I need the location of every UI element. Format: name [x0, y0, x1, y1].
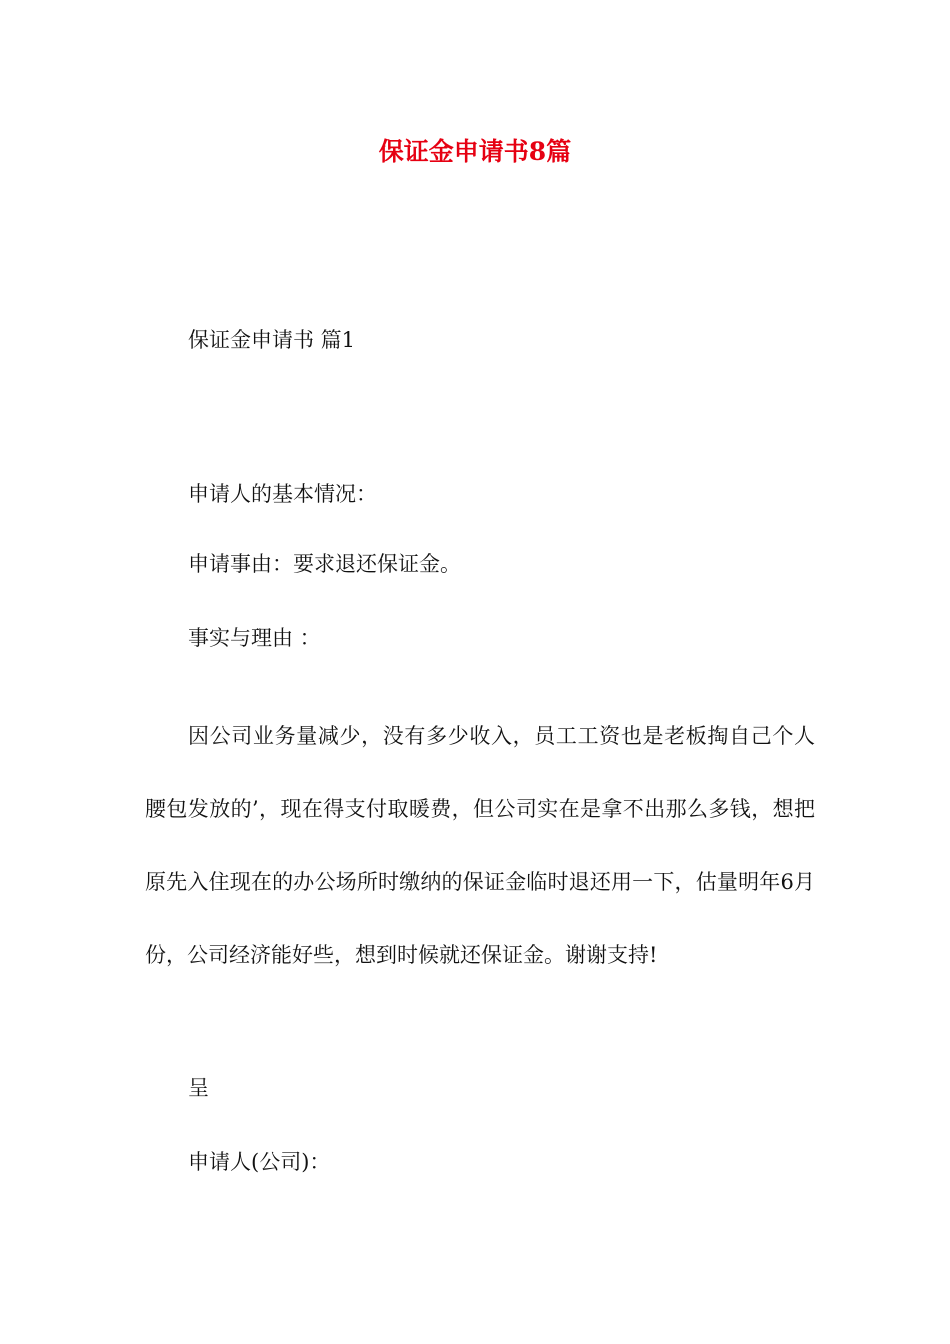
section-heading: 保证金申请书 篇1 [188, 328, 356, 352]
applicant-signature-label: 申请人(公司)： [188, 1150, 331, 1174]
body-paragraph: 因公司业务量减少，没有多少收入，员工工资也是老板掏自己个人腰包发放的’，现在得支付取暖费，但公司实在是拿不出那么多钱，想把原先入住现在的办公场所时缴纳的保证金临时退还用一下，估量明年6月份，公司经济能好些，想到时候就还保证金。谢谢支持! [145, 724, 815, 967]
facts-label: 事实与理由 ： [188, 626, 321, 650]
applicant-info-label: 申请人的基本情况： [188, 482, 377, 506]
document-title: 保证金申请书8篇 [378, 137, 572, 166]
submit-word: 呈 [188, 1076, 209, 1100]
reason-line: 申请事由：要求退还保证金。 [188, 552, 461, 576]
